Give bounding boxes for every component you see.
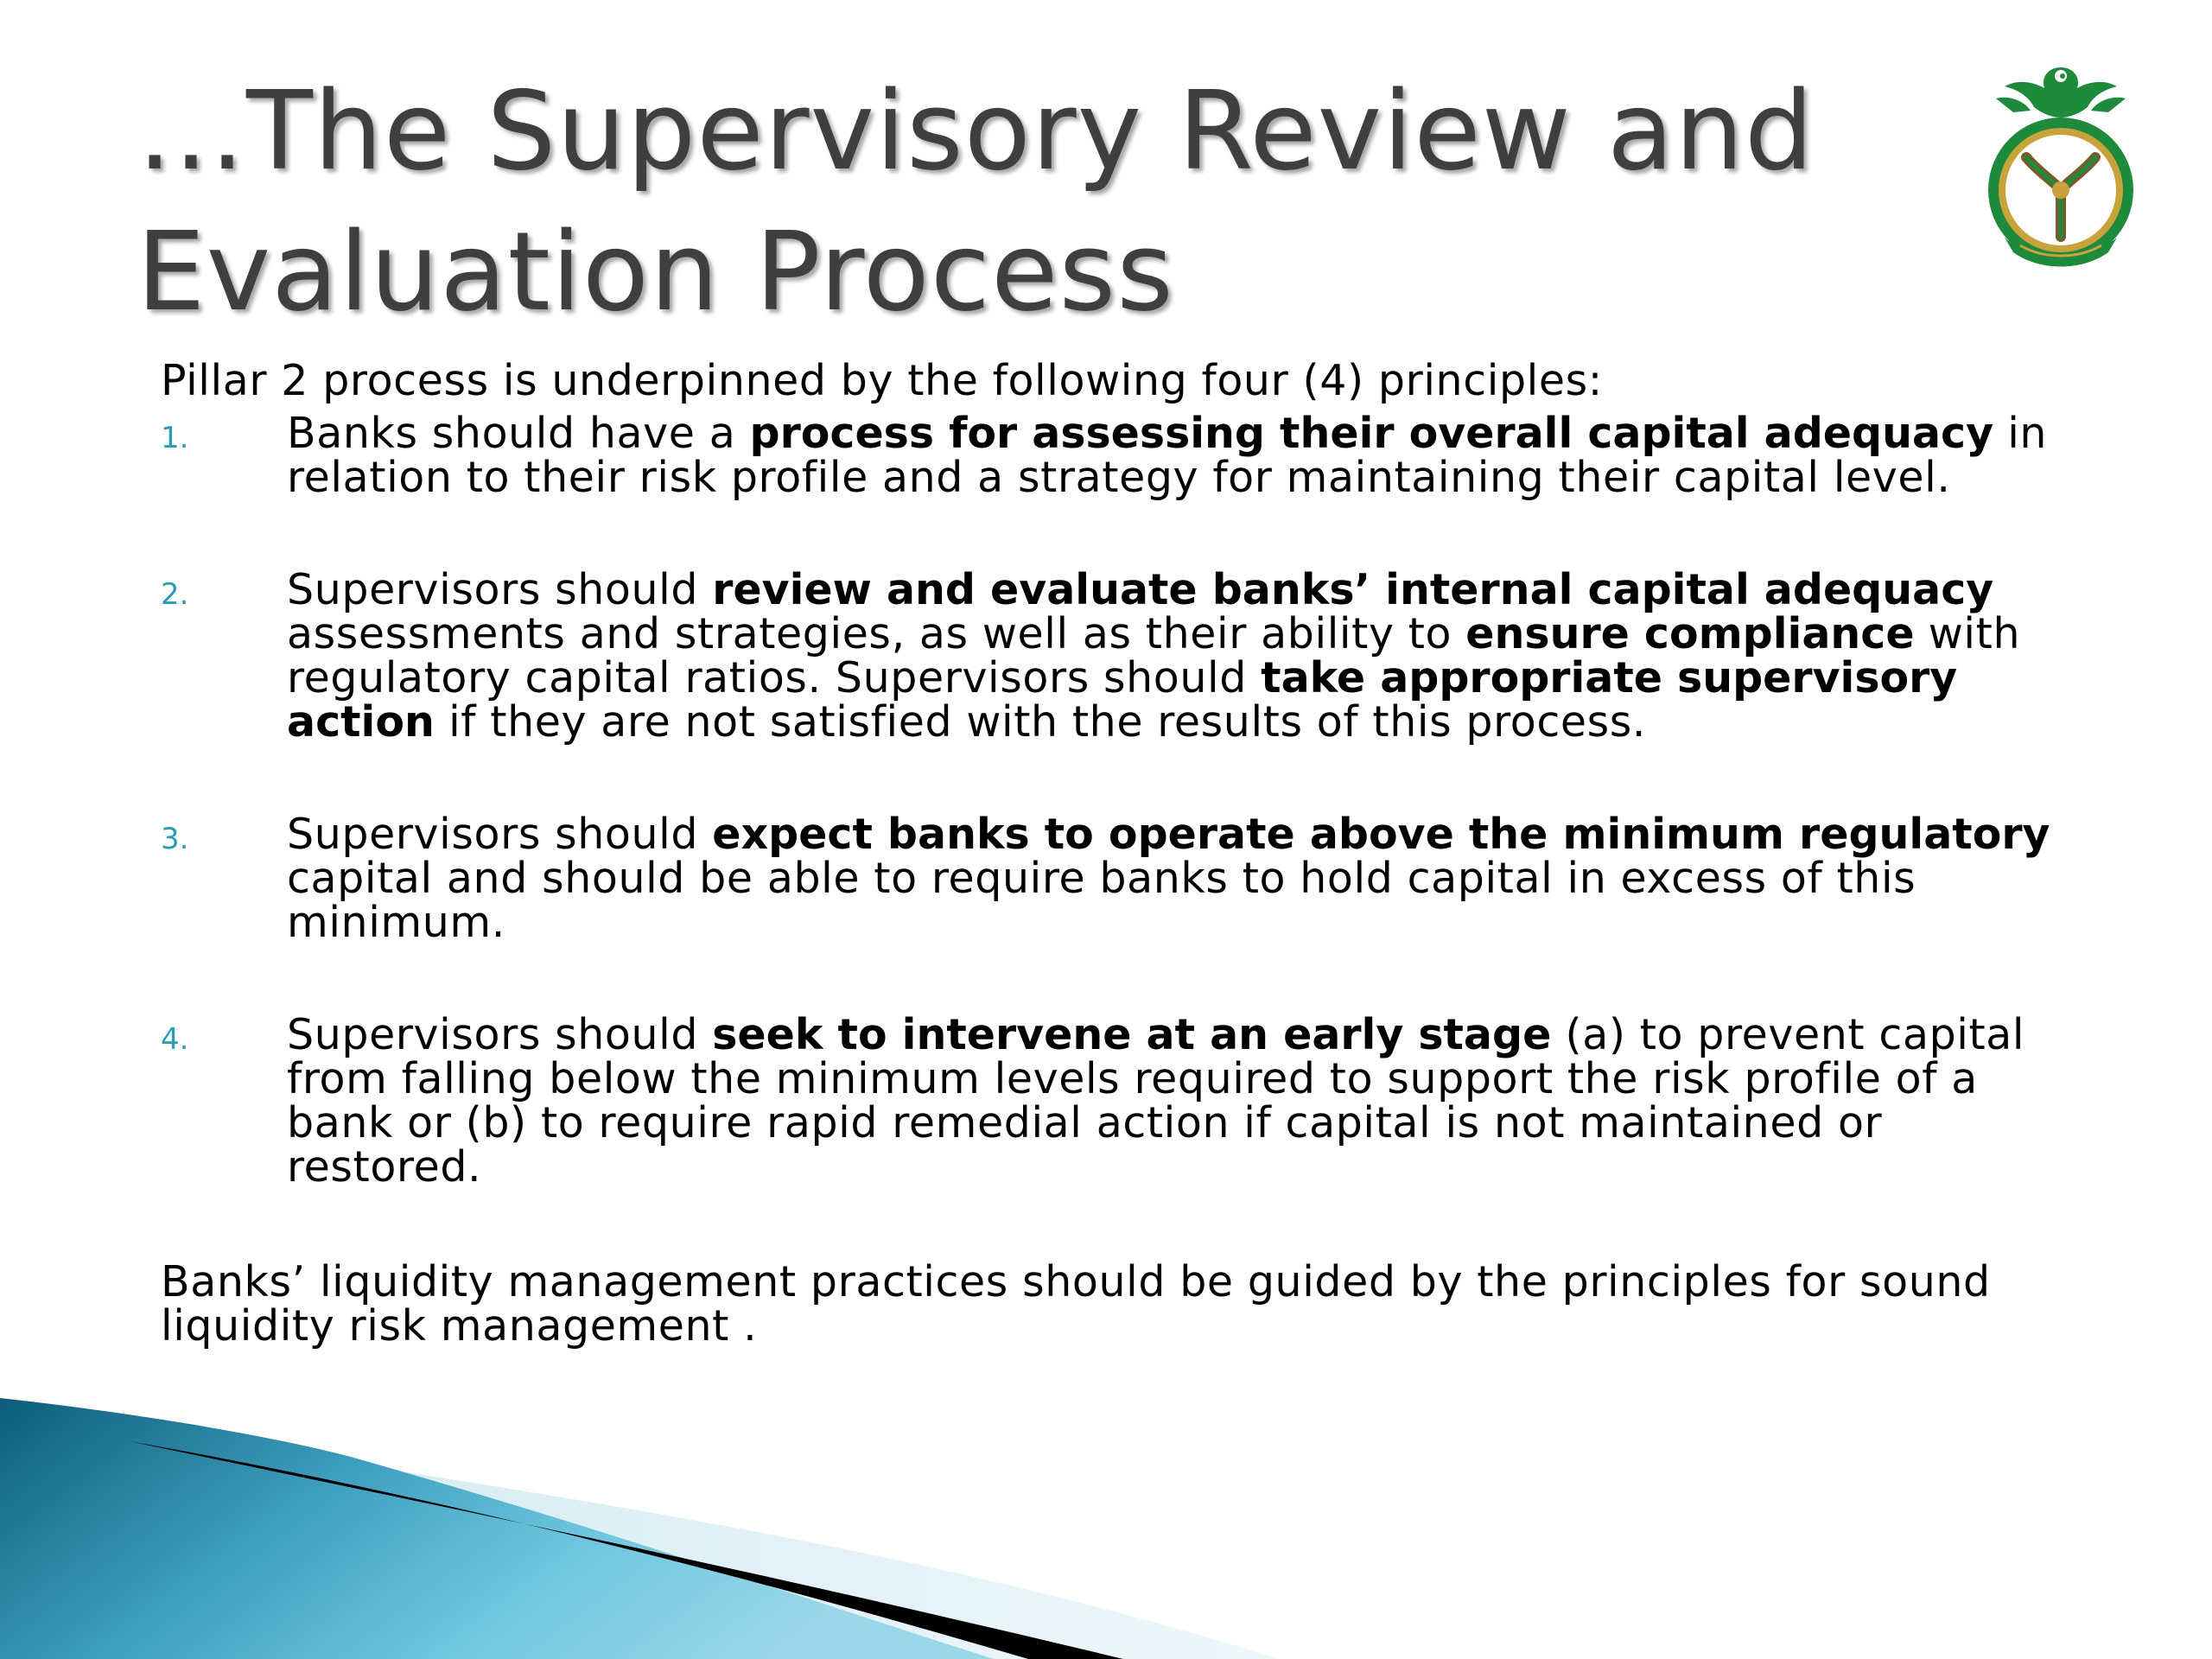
principle-text: Banks should have a <box>287 409 750 458</box>
principle-text: capital and should be able to require banks to hold capital in excess of this <box>287 854 1916 903</box>
title-line-2: Evaluation Process <box>137 208 1174 335</box>
closing-line: liquidity risk management . <box>161 1301 758 1351</box>
intro-text: Pillar 2 process is underpinned by the following four (4) principles: <box>161 356 1603 405</box>
emphasized-text: process for assessing their overall capital adequacy <box>749 409 1994 458</box>
emphasized-text: review and evaluate banks’ internal capital adequacy <box>712 565 1994 614</box>
principle-text: regulatory capital ratios. Supervisors should <box>287 653 1262 702</box>
principle-line <box>287 653 2062 702</box>
principle-item <box>161 565 2062 747</box>
principle-text: minimum. <box>287 898 505 947</box>
principle-text: bank or (b) to require rapid remedial action if capital is not maintained or <box>287 1098 1883 1147</box>
principle-line <box>287 453 2062 502</box>
slide-title <box>137 60 1865 342</box>
slide-body <box>161 356 2062 1351</box>
principle-text: from falling below the minimum levels required to support the risk profile of a <box>287 1054 1978 1103</box>
principle-line <box>287 854 2062 903</box>
principle-line <box>287 409 2062 458</box>
closing-line: Banks’ liquidity management practices should be guided by the principles for sound <box>161 1257 1991 1306</box>
principle-number: 1. <box>161 421 189 455</box>
principle-line <box>287 810 2062 859</box>
emphasized-text: take appropriate supervisory <box>1261 653 1958 702</box>
principle-text: assessments and strategies, as well as their ability to <box>287 609 1466 658</box>
emphasized-text: expect banks to operate above the minimum regulatory <box>712 810 2050 859</box>
principle-text: relation to their risk profile and a strategy for maintaining their capital level. <box>287 453 1951 502</box>
principle-item <box>161 810 2062 947</box>
principle-text: (a) to prevent capital <box>1551 1010 2025 1059</box>
principle-line <box>287 898 2062 947</box>
emphasized-text: action <box>287 697 435 747</box>
central-bank-seal-icon <box>1979 60 2143 272</box>
closing-paragraph <box>161 1257 2062 1351</box>
principle-text: in <box>1993 409 2048 458</box>
principle-line <box>287 1010 2062 1059</box>
principle-line <box>287 565 2062 614</box>
principle-item <box>161 1010 2062 1192</box>
principle-item <box>161 409 2062 502</box>
principle-line <box>287 1142 2062 1192</box>
principle-text: Supervisors should <box>287 810 713 859</box>
principle-line <box>287 1098 2062 1147</box>
principle-line <box>287 1054 2062 1103</box>
principle-number: 2. <box>161 577 189 612</box>
emphasized-text: ensure compliance <box>1465 609 1915 658</box>
principle-number: 3. <box>161 822 189 856</box>
principle-text: restored. <box>287 1142 482 1192</box>
principle-number: 4. <box>161 1022 189 1057</box>
principle-text: Supervisors should <box>287 1010 713 1059</box>
principle-text: with <box>1914 609 2021 658</box>
principles-list <box>161 409 2062 1192</box>
principle-line <box>287 697 2062 747</box>
title-line-1: …The Supervisory Review and <box>137 67 1815 194</box>
principle-text: Supervisors should <box>287 565 713 614</box>
principle-text: if they are not satisfied with the results of this process. <box>434 697 1647 747</box>
emphasized-text: seek to intervene at an early stage <box>712 1010 1552 1059</box>
principle-line <box>287 609 2062 658</box>
